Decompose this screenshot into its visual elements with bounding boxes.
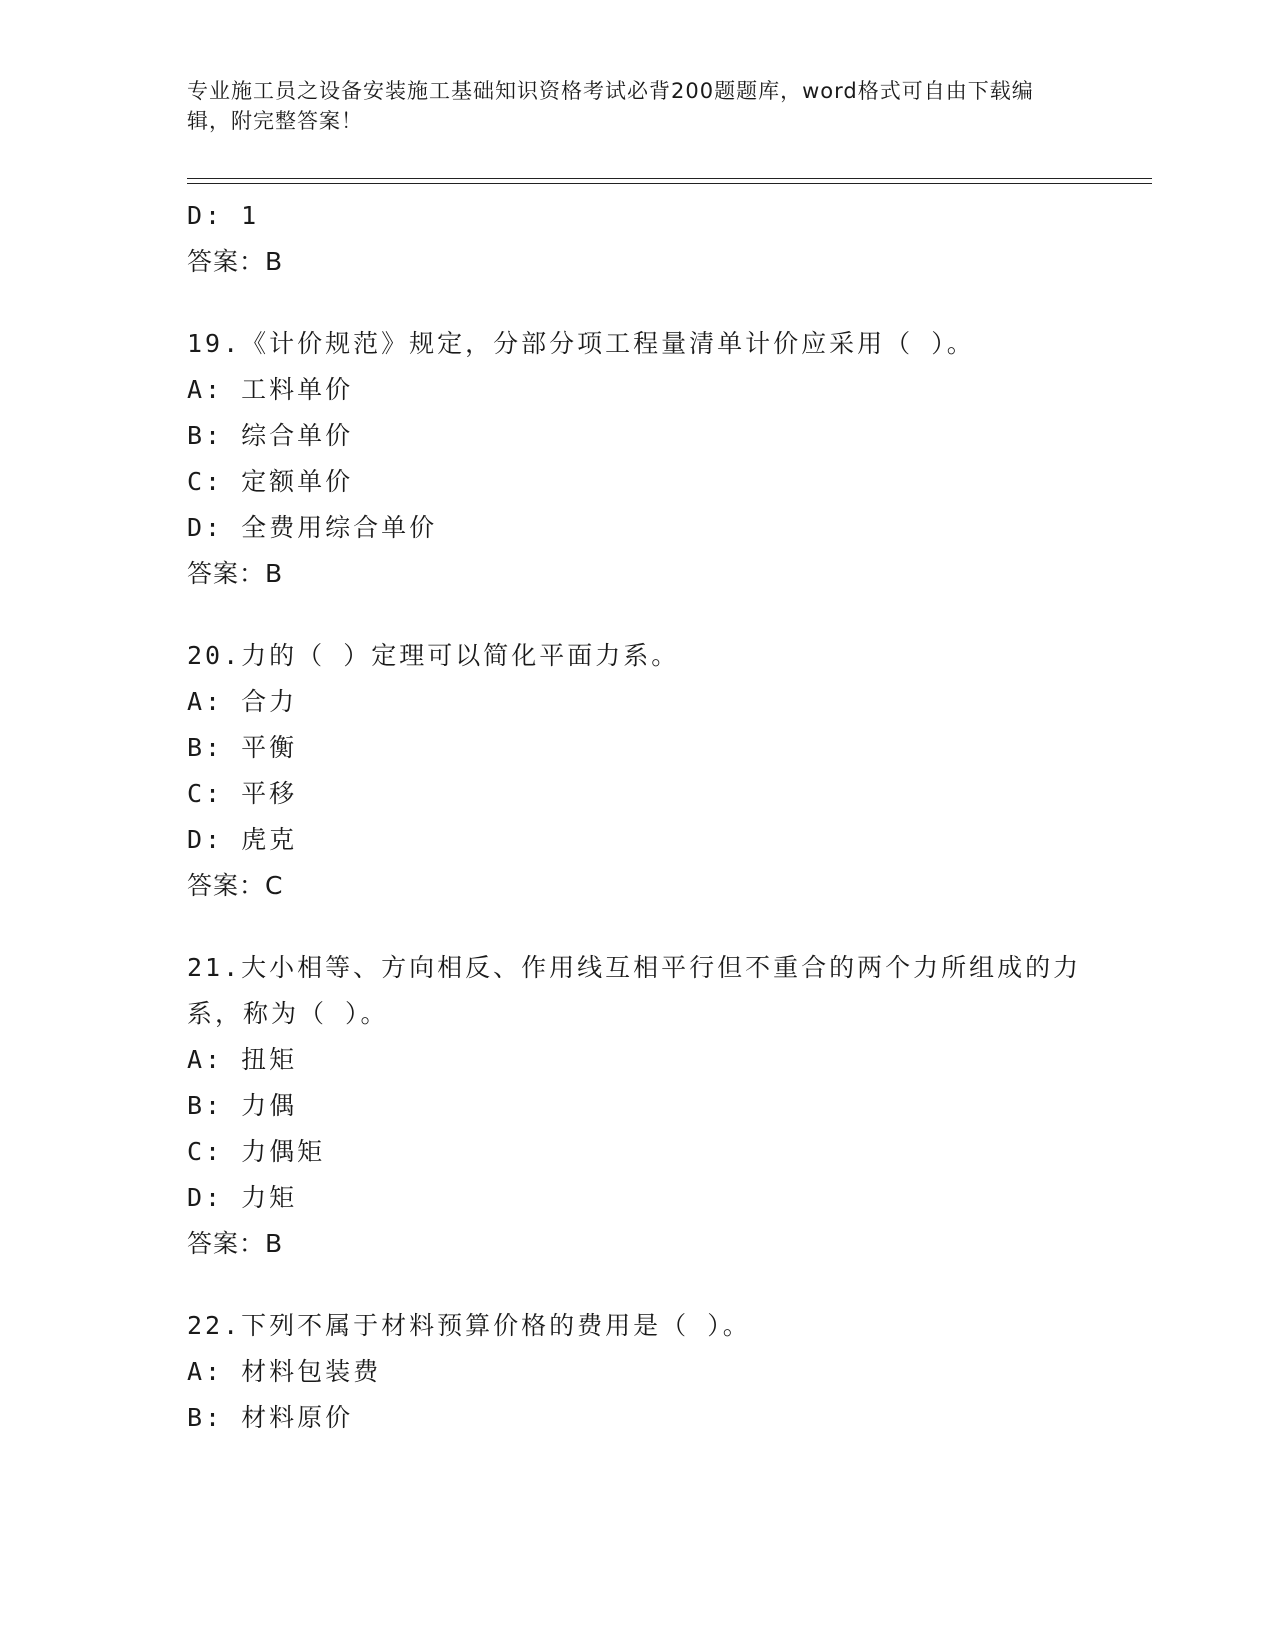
option-b: B: 综合单价 [187,421,354,450]
option-d: D: 虎克 [187,825,298,854]
question-21 [187,945,1087,1267]
question-stem: 20.力的（ ）定理可以简化平面力系。 [187,641,680,670]
question-list [187,193,1087,1441]
option-c: C: 平移 [187,779,298,808]
option-c: C: 定额单价 [187,467,354,496]
question-stem: 22.下列不属于材料预算价格的费用是（ ）。 [187,1311,751,1340]
option-d: D: 1 [187,201,260,230]
question-stem: 19.《计价规范》规定，分部分项工程量清单计价应采用（ ）。 [187,329,975,358]
question-stem: 21.大小相等、方向相反、作用线互相平行但不重合的两个力所组成的力系，称为（ ）。 [187,953,1082,1028]
option-a: A: 材料包装费 [187,1357,382,1386]
answer-line: 答案：B [187,559,284,588]
option-c: C: 力偶矩 [187,1137,326,1166]
option-a: A: 合力 [187,687,298,716]
answer-line: 答案：B [187,247,284,276]
answer-line: 答案：C [187,871,284,900]
header-divider-bottom [187,183,1152,184]
option-a: A: 工料单价 [187,375,354,404]
option-b: B: 平衡 [187,733,298,762]
question-22 [187,1303,1087,1441]
option-d: D: 全费用综合单价 [187,513,438,542]
option-d: D: 力矩 [187,1183,298,1212]
option-a: A: 扭矩 [187,1045,298,1074]
answer-line: 答案：B [187,1229,284,1258]
question-19 [187,321,1087,597]
question-20 [187,633,1087,909]
option-b: B: 材料原价 [187,1403,354,1432]
option-b: B: 力偶 [187,1091,298,1120]
document-header: 专业施工员之设备安装施工基础知识资格考试必背200题题库，word格式可自由下载编辑，附完整答案！ [187,79,1034,133]
header-divider-top [187,178,1152,179]
